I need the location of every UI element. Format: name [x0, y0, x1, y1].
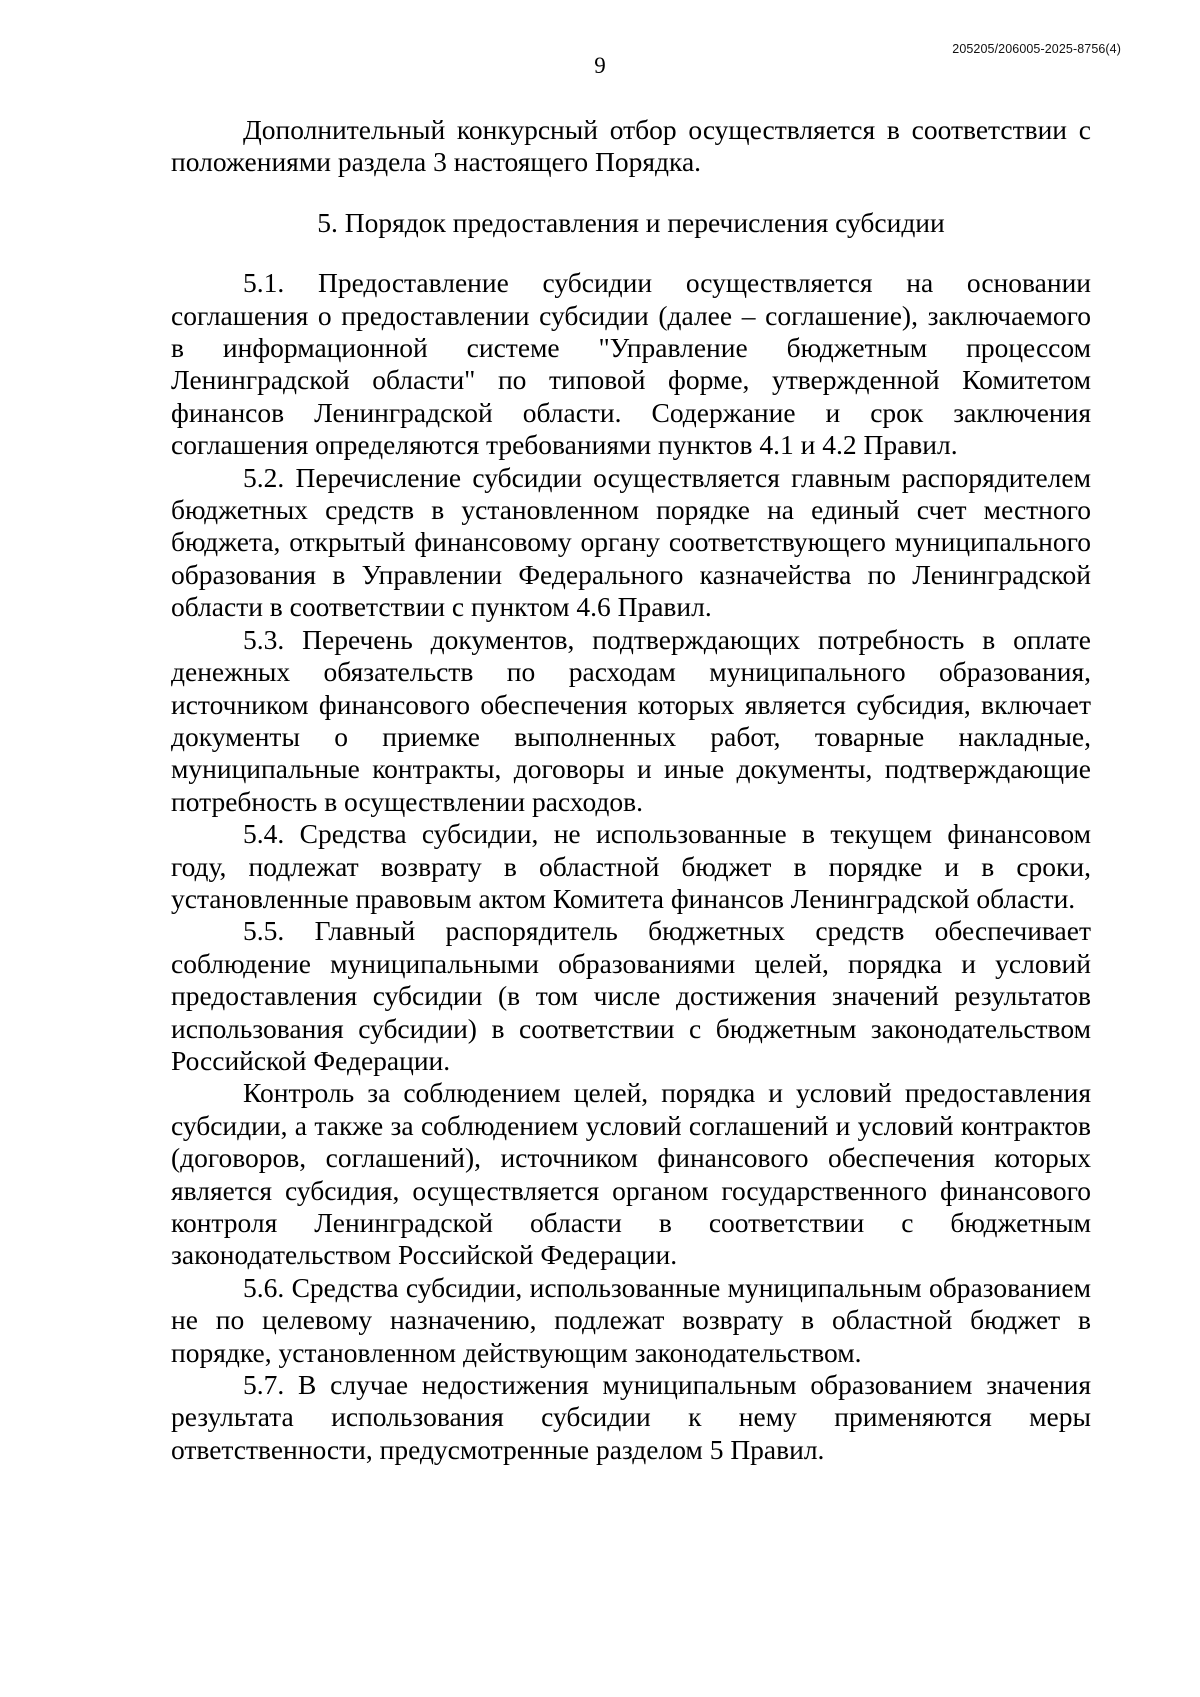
- page-number: 9: [594, 53, 606, 78]
- paragraph-5-3: 5.3. Перечень документов, подтверждающих потребность в оплате денежных обязательств по расходам муниципального образования, источником финансового обеспечения которых является субсидия, включает документы о приемке выполненных работ, товарные накладные, муниципальные контракты, договоры и иные документы, подтверждающие потребность в осуществлении расходов.: [171, 623, 1091, 817]
- section-title: 5. Порядок предоставления и перечисления субсидии: [317, 206, 945, 238]
- paragraph-5-5: 5.5. Главный распорядитель бюджетных средств обеспечивает соблюдение муниципальными образованиями целей, порядка и условий предоставления субсидии (в том числе достижения значений результатов использования субсидии) в соответствии с бюджетным законодательством Российской Федерации.: [171, 915, 1091, 1076]
- paragraph-control: Контроль за соблюдением целей, порядка и условий предоставления субсидии, а также за соблюдением условий соглашений и условий контрактов (договоров, соглашений), источником финансового обеспечения которых является субсидия, осуществляется органом государственного финансового контроля Ленинградской области в соответствии с бюджетным законодательством Российской Федерации.: [171, 1077, 1091, 1271]
- paragraph-5-7: 5.7. В случае недостижения муниципальным образованием значения результата использования субсидии к нему применяются меры ответственности, предусмотренные разделом 5 Правил.: [171, 1369, 1091, 1465]
- document-body: [171, 114, 1091, 1466]
- paragraph-5-2: 5.2. Перечисление субсидии осуществляется главным распорядителем бюджетных средств в установленном порядке на единый счет местного бюджета, открытый финансовому органу соответствующего муниципального образования в Управлении Федерального казначейства по Ленинградской области в соответствии с пунктом 4.6 Правил.: [171, 461, 1091, 623]
- document-number: 205205/206005-2025-8756(4): [952, 42, 1121, 56]
- paragraph-5-1: 5.1. Предоставление субсидии осуществляется на основании соглашения о предоставлении субсидии (далее – соглашение), заключаемого в информационной системе "Управление бюджетным процессом Ленинградской области" по типовой форме, утвержденной Комитетом финансов Ленинградской области. Содержание и срок заключения соглашения определяются требованиями пунктов 4.1 и 4.2 Правил.: [171, 267, 1091, 461]
- paragraph-5-6: 5.6. Средства субсидии, использованные муниципальным образованием не по целевому назначению, подлежат возврату в областной бюджет в порядке, установленном действующим законодательством.: [171, 1271, 1091, 1368]
- intro-paragraph: Дополнительный конкурсный отбор осуществляется в соответствии с положениями раздела 3 настоящего Порядка.: [171, 114, 1091, 178]
- paragraph-5-4: 5.4. Средства субсидии, не использованные в текущем финансовом году, подлежат возврату в областной бюджет в порядке и в сроки, установленные правовым актом Комитета финансов Ленинградской области.: [171, 818, 1091, 914]
